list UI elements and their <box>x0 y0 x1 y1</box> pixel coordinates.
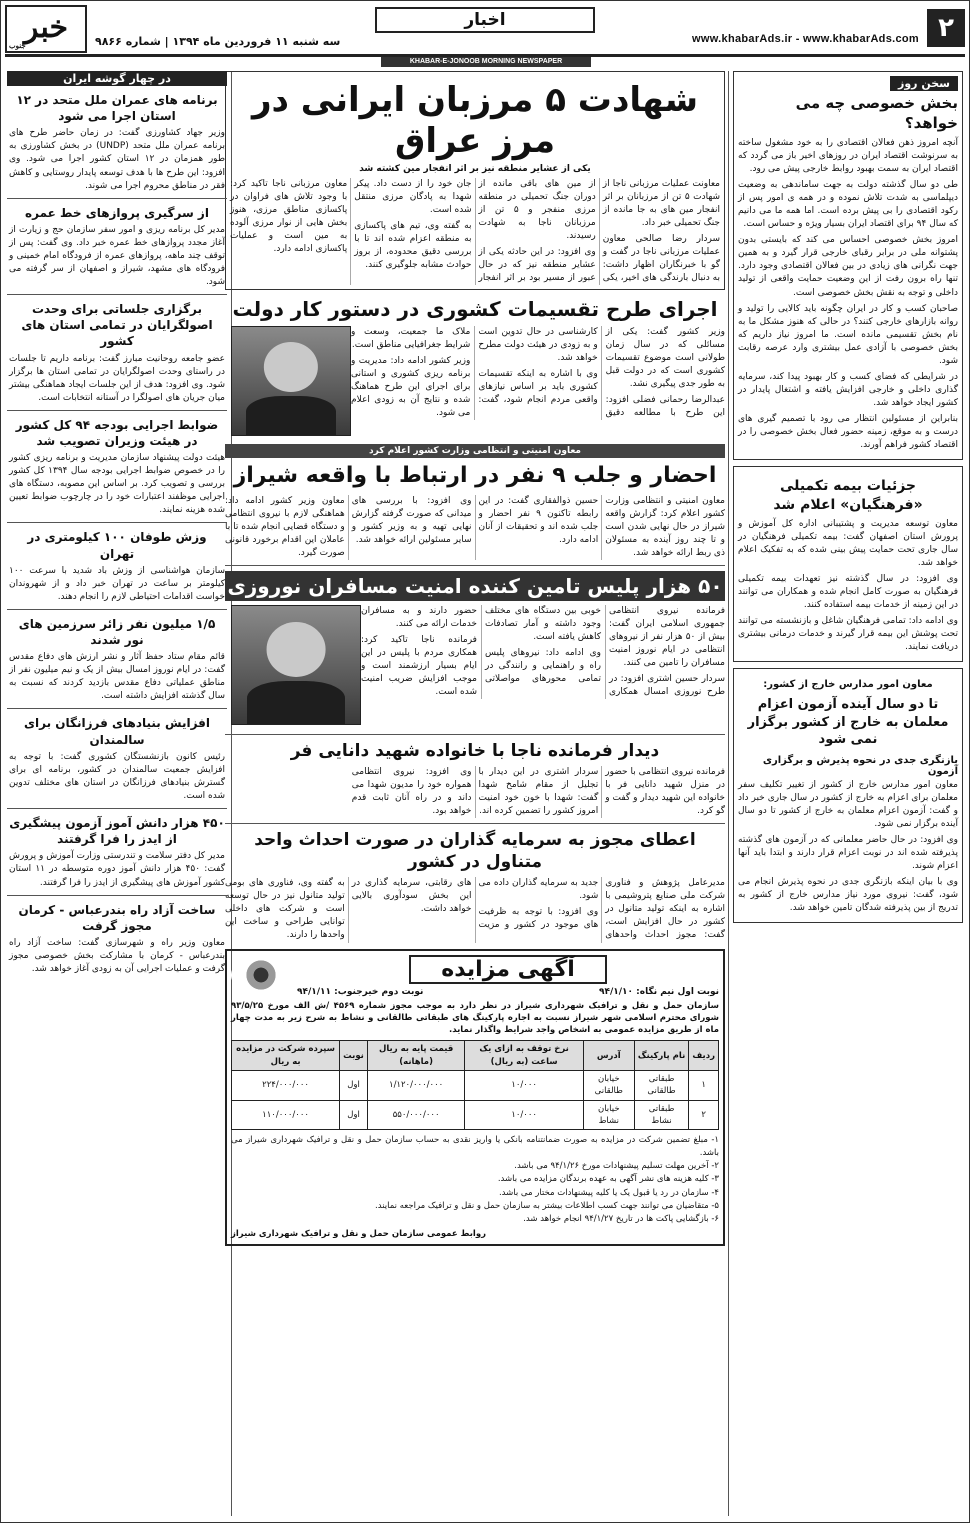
division-paragraph: عبدالرضا رحمانی فضلی افزود: این طرح با مطالعه دقیق کارشناسی در حال تدوین است و به زودی در هیئت دولت مطرح خواهد شد. <box>478 326 725 419</box>
divider <box>7 609 227 610</box>
visit-body <box>225 766 725 818</box>
insurance-paragraph: وی افزود: در سال گذشته نیز تعهدات بیمه تکمیلی فرهنگیان به صورت کامل انجام شده و همکاران می توانند در این زمینه از خدمات بیمه استفاده کنند. <box>738 574 958 611</box>
brief-title: ساخت آزاد راه بندرعباس - کرمان مجوز گرفت <box>18 902 216 933</box>
table-cell: ۱/۱۲۰/۰۰۰/۰۰۰ <box>367 1071 465 1101</box>
table-cell: ۲۲۴/۰۰۰/۰۰۰ <box>232 1071 340 1101</box>
ad-notice-dates <box>297 987 719 997</box>
brief-title: از سرگیری پروازهای خط عمره <box>25 205 209 220</box>
news-brief-label: در چهار گوشه ایران <box>7 71 227 86</box>
table-cell: ۱۰/۰۰۰ <box>465 1071 583 1101</box>
editorial-paragraph: بنابراین از مسئولین انتظار می رود با تصمیم گیری های درست و به موقع، زمینه حضور فعال بخش خصوصی را در اقتصاد کشور فراهم آورند. <box>738 413 958 451</box>
arrest-kicker: معاون امنیتی و انتظامی وزارت کشور اعلام کرد <box>225 444 725 458</box>
tender-table <box>231 1040 719 1130</box>
brief-title: ۴۵۰ هزار دانش آموز آزمون پیشگیری از ایدز را فرا گرفتند <box>9 816 225 847</box>
divider <box>7 294 227 295</box>
visit-paragraph: سردار اشتری در این دیدار با تجلیل از مقام شامخ شهدا گفت: شهدا با خون خود امنیت امروز کشور را تضمین کرده اند. <box>478 766 599 817</box>
table-cell: ۱۱۰/۰۰۰/۰۰۰ <box>232 1100 340 1130</box>
lead-kicker: یکی از عشایر منطقه نیز بر اثر انفجار مین کشته شد <box>359 163 591 174</box>
arrest-paragraph: حسین ذوالفقاری گفت: در این رابطه تاکنون ۹ نفر احضار و جلب شده اند و تحقیقات از آنان ادامه دارد. <box>478 495 599 545</box>
divider <box>7 410 227 411</box>
brief-text: مدیر کل برنامه ریزی و امور سفر سازمان حج و زیارت از آغاز مجدد پروازهای خط عمره خبر داد. وی گفت: پس از توقف چند ماهه، پروازهای عمره از فرودگاه امام خمینی و فرودگاه های مشهد، شیراز و اصفهان از سر گرفته می شود. <box>9 224 225 287</box>
right-column <box>733 71 963 1516</box>
brief-title: افزایش بنیادهای فرزانگان برای سالمندان <box>24 716 210 747</box>
police-paragraph: فرمانده نیروی انتظامی جمهوری اسلامی ایران گفت: بیش از ۵۰ هزار نفر از نیروهای انتظامی در ایام نوروز امنیت مسافران را تامین می کنند. <box>609 605 725 668</box>
table-cell: ۱ <box>689 1071 719 1101</box>
brief-text: رئیس کانون بازنشستگان کشوری گفت: با توجه به افزایش جمعیت سالمندان در کشور، برنامه ای برای گسترش بنیادهای فرزانگان در استان های مختلف تدوین شده است. <box>9 751 225 801</box>
masthead <box>5 5 965 57</box>
editorial-title: بخش خصوصی چه می خواهد؟ <box>795 94 958 132</box>
minister-photo <box>231 326 351 436</box>
division-headline: اجرای طرح تقسیمات کشوری در دستور کار دولت <box>232 296 718 321</box>
photo-face <box>264 342 318 392</box>
brief-item <box>7 529 227 604</box>
editorial-paragraph: آنچه امروز ذهن فعالان اقتصادی را به خود مشغول ساخته به سرنوشت اقتصاد ایران در روزهای اخیر باز می گردد که اقتصاد ایران به سمت بهبود روابط خارجی پیش می رود. <box>738 138 958 175</box>
column-divider <box>728 71 729 1516</box>
ad-condition: ۵- متقاضیان می توانند جهت کسب اطلاعات بیشتر به سازمان حمل و نقل و ترافیک مراجعه نمایند. <box>375 1200 719 1211</box>
visit-article <box>225 740 725 818</box>
insurance-paragraph: وی ادامه داد: تمامی فرهنگیان شاغل و بازنشسته می توانند تحت پوشش این بیمه قرار گیرند و خدمات درمانی بیشتری دریافت نمایند. <box>738 616 958 653</box>
division-body <box>351 326 725 420</box>
column-header: نرخ توقف به ازای یک ساعت (به ریال) <box>465 1041 583 1071</box>
divider <box>225 823 725 824</box>
brief-title: برگزاری جلساتی برای وحدت اصولگرایان در تمامی استان های کشور <box>21 302 213 349</box>
police-paragraph: وی ادامه داد: نیروهای پلیس راه و راهنمایی و رانندگی در تمامی محورهای مواصلاتی حضور دارند و به مسافران خدمات ارائه می کنند. <box>361 605 601 685</box>
section-title: اخبار <box>375 7 595 33</box>
visit-paragraph: فرمانده نیروی انتظامی با حضور در منزل شهید دانایی فر با خانواده این شهید دیدار و گفت و گو کرد. <box>605 766 725 817</box>
brief-text: عضو جامعه روحانیت مبارز گفت: برنامه داریم تا جلسات در راستای وحدت اصولگرایان در تمامی استان ها برگزار شود. وی افزود: هدف از این جلسات ایجاد هماهنگی بیشتر میان جریان های اصولگرا در آستانه انتخابات است. <box>9 353 225 403</box>
table-cell: طبقاتی طالقانی <box>634 1071 689 1101</box>
photo-face <box>267 622 326 676</box>
brief-title: ضوابط اجرایی بودجه ۹۴ کل کشور در هیئت وزیران تصویب شد <box>15 417 219 448</box>
ad-condition: ۳- کلیه هزینه های نشر آگهی به عهده برندگان مزایده می باشد. <box>497 1174 719 1185</box>
ad-header <box>231 955 719 984</box>
division-article <box>225 296 725 458</box>
divider <box>225 734 725 735</box>
tender-advertisement <box>225 949 725 1246</box>
editorial-paragraph: در شرایطی که فضای کسب و کار بهبود پیدا کند، سرمایه گذاری داخلی و خارجی افزایش یافته و اشتغال پایدار در کشور ایجاد خواهد شد. <box>738 371 958 408</box>
investment-body <box>225 877 725 942</box>
divider <box>7 198 227 199</box>
lead-paragraph: سردار رضا صالحی معاون عملیات مرزبانی ناجا در گفت و گو با خبرنگاران اظهار داشت: به دنبال بارندگی های اخیر، یکی از مین های باقی مانده از دوران جنگ تحمیلی در منطقه مرزی منفجر و ۵ تن از مرزبانان ناجا به شهادت رسیدند. <box>478 178 720 283</box>
brief-item <box>7 815 227 890</box>
column-header: سپرده شرکت در مزایده به ریال <box>232 1041 340 1071</box>
left-column <box>7 71 227 1516</box>
ad-signature: روابط عمومی سازمان حمل و نقل و ترافیک شهرداری شیراز <box>231 1228 487 1239</box>
table-row <box>232 1100 719 1130</box>
main-column <box>225 71 725 1516</box>
investment-headline: اعطای مجوز به سرمایه گذاران در صورت احداث واحد متناول در کشور <box>254 830 696 873</box>
editorial-box <box>733 71 963 460</box>
insurance-paragraph: معاون توسعه مدیریت و پشتیبانی اداره کل آموزش و پرورش استان اصفهان گفت: بیمه تکمیلی فرهنگیان در سال جاری تحت حمایت پیش بینی شده که به تفکیک اعلام خواهد شد. <box>738 518 958 568</box>
logo-text: خبر <box>23 10 69 45</box>
brief-item <box>7 616 227 704</box>
investment-paragraph: وی افزود: با توجه به ظرفیت های موجود در کشور و مزیت های رقابتی، سرمایه گذاری در این بخش سودآوری بالایی خواهد داشت. <box>351 878 599 931</box>
column-header: ردیف <box>689 1041 719 1071</box>
police-chief-photo <box>231 605 361 725</box>
divider <box>7 522 227 523</box>
ad-condition: ۱- مبلغ تضمین شرکت در مزایده به صورت ضمانتنامه بانکی یا واریز نقدی به حساب سازمان حمل و نقل و ترافیک شهرداری شیراز می باشد. <box>231 1135 719 1158</box>
police-body <box>361 605 725 699</box>
brief-text: معاون وزیر راه و شهرسازی گفت: ساخت آزاد راه بندرعباس - کرمان با مشارکت بخش خصوصی مجوز گرفت و عملیات اجرایی آن به زودی آغاز خواهد شد. <box>9 937 225 975</box>
brief-item <box>7 301 227 405</box>
photo-body <box>247 681 344 723</box>
lead-paragraph: به گفته وی، تیم های پاکسازی به منطقه اعزام شده اند تا با بررسی دقیق محدوده، از بروز حوادث مشابه جلوگیری کنند. <box>354 220 472 270</box>
lead-body <box>230 178 720 285</box>
table-cell: خیابان نشاط <box>583 1100 634 1130</box>
exam-paragraph: وی با بیان اینکه بازنگری جدی در نحوه پذیرش انجام می شود، گفت: نیروی مورد نیاز مدارس خارج از کشور به تدریج از بین پذیرفته شدگان تامین خواهد شد. <box>738 877 958 914</box>
brief-item <box>7 715 227 803</box>
editorial-label: سخن روز <box>890 76 958 91</box>
exam-subtitle: بازنگری جدی در نحوه پذیرش و برگزاری آزمون <box>762 754 958 777</box>
dateline: سه شنبه ۱۱ فروردین ماه ۱۳۹۴ | شماره ۹۸۶۶ <box>95 35 341 48</box>
ad-first-notice: نوبت اول نیم نگاه: ۹۴/۱/۱۰ <box>598 986 719 997</box>
brief-text: قائم مقام ستاد حفظ آثار و نشر ارزش های دفاع مقدس گفت: در ایام نوروز امسال بیش از یک و نیم میلیون نفر از مناطق عملیاتی دفاع مقدس بازدید کردند که نسبت به سال گذشته افزایش داشته است. <box>9 652 225 702</box>
arrest-paragraph: معاون امنیتی و انتظامی وزارت کشور اعلام کرد: گزارش واقعه شیراز در حال نهایی شدن است و تا چند روز آینده به مسئولان ذی ربط ارائه خواهد شد. <box>605 495 725 558</box>
arrest-body <box>225 495 725 560</box>
police-article <box>225 571 725 729</box>
brief-title: برنامه های عمران ملل متحد در ۱۲ استان اجرا می شود <box>16 93 218 124</box>
insurance-article <box>733 466 963 662</box>
visit-paragraph: وی افزود: نیروی انتظامی همواره خود را مدیون شهدا می داند و در راه آنان ثابت قدم خواهد بود. <box>351 766 472 817</box>
editorial-paragraph: طی دو سال گذشته دولت به جهت ساماندهی به وضعیت دیپلماسی به شدت تلاش نموده و در همه ی امور پس از رکود اقتصادی را بی پیش برده است. اما همه ما می دانیم که سال ۹۴ برای اقتصاد ایران بسیار ویژه و حساس است. <box>738 180 958 230</box>
exam-article <box>733 668 963 923</box>
lead-paragraph: وی افزود: در این حادثه یکی از عشایر منطقه نیز که در حال عبور از مسیر بود بر اثر انفجار جان خود را از دست داد. پیکر شهدا به پادگان مرزی منتقل شده است. <box>354 178 596 283</box>
lead-article <box>225 71 725 290</box>
arrest-paragraph: وی افزود: با بررسی های میدانی که صورت گرفته گزارش نهایی تهیه و به وزیر کشور و سایر مسئولین ارائه خواهد شد. <box>351 495 472 545</box>
insurance-title: جزئیات بیمه تکمیلی «فرهنگیان» اعلام شد <box>773 478 923 513</box>
arrest-headline: احضار و جلب ۹ نفر در ارتباط با واقعه شیراز <box>233 462 717 488</box>
brief-title: وزش طوفان ۱۰۰ کیلومتری در تهران <box>27 530 207 561</box>
investment-paragraph: به گفته وی، فناوری های بومی تولید متانول نیز در حال توسعه است و شرکت های داخلی توانایی طراحی و ساخت این واحدها را دارند. <box>225 878 345 941</box>
table-cell: طبقاتی نشاط <box>634 1100 689 1130</box>
ad-second-notice: نوبت دوم خیرجنوب: ۹۴/۱/۱۱ <box>297 986 424 997</box>
arrest-article <box>225 462 725 560</box>
column-header: نوبت <box>340 1041 368 1071</box>
ad-intro: سازمان حمل و نقل و ترافیک شهرداری شیراز در نظر دارد به موجب مجوز شماره ۴۵۶۹ /ش الف مورخ ۹۳/۵/۲۵ شورای محترم اسلامی شهر شیراز نسبت به اجاره پارکینگ های طبقاتی طالقانی و نشاط به شرح زیر به مدت چهار ماه از طریق مزایده عمومی به اشخاص واجد شرایط واگذار نماید. <box>231 1000 719 1036</box>
table-cell: اول <box>340 1071 368 1101</box>
divider <box>225 565 725 566</box>
brief-item <box>7 417 227 518</box>
exam-title: تا دو سال آینده آزمون اعزام معلمان به خارج از کشور برگزار نمی شود <box>747 697 949 748</box>
lead-paragraph: معاونت عملیات مرزبانی ناجا از شهادت ۵ تن از مرزبانان بر اثر انفجار مین های به جا مانده از جنگ تحمیلی خبر داد. <box>602 178 721 228</box>
ad-conditions <box>231 1134 719 1225</box>
divider <box>7 708 227 709</box>
divider <box>7 808 227 809</box>
ad-condition: ۲- آخرین مهلت تسلیم پیشنهادات مورخ ۹۴/۱/۲۶ می باشد. <box>514 1160 719 1171</box>
brief-text: وزیر جهاد کشاورزی گفت: در زمان حاضر طرح های برنامه عمران ملل متحد (UNDP) در بخش کشاورزی به طور همزمان در ۱۲ استان کشور اجرا می شود. وی افزود: این طرح ها با هدف توسعه پایدار روستایی و کاهش فقر در مناطق محروم اجرا می شوند. <box>9 128 225 191</box>
photo-body <box>246 396 336 435</box>
division-paragraph: وی با اشاره به اینکه تقسیمات کشوری باید بر اساس نیازهای واقعی مردم انجام شود، گفت: ملاک ما جمعیت، وسعت و شرایط جغرافیایی مناطق است. <box>351 326 598 406</box>
ad-condition: ۶- بازگشایی پاکت ها در تاریخ ۹۴/۱/۲۷ انجام خواهد شد. <box>523 1214 719 1225</box>
website-url[interactable]: www.khabarAds.ir - www.khabarAds.com <box>692 33 919 45</box>
exam-paragraph: وی افزود: در حال حاضر معلمانی که در آزمون های گذشته پذیرفته شده اند در نوبت اعزام قرار دارند و ابتدا باید آنها اعزام شوند. <box>738 835 958 872</box>
table-header-row <box>232 1041 719 1071</box>
page-number: ۲ <box>927 9 965 47</box>
lead-headline: شهادت ۵ مرزبان ایرانی در مرز عراق <box>251 80 699 161</box>
arrest-paragraph: معاون وزیر کشور ادامه داد: هماهنگی لازم با نیروی انتظامی و دستگاه قضایی انجام شده تا با عاملان این اقدام برخورد قانونی صورت گیرد. <box>225 495 345 558</box>
ad-logo-icon <box>231 955 291 995</box>
table-cell: ۱۰/۰۰۰ <box>465 1100 583 1130</box>
column-header: نام پارکینگ <box>634 1041 689 1071</box>
newspaper-logo <box>5 5 87 53</box>
column-header: آدرس <box>583 1041 634 1071</box>
visit-headline: دیدار فرمانده ناجا با خانواده شهید دانایی فر <box>290 740 660 761</box>
editorial-paragraph: صاحبان کسب و کار در ایران چگونه باید کالایی را تولید و روانه بازارهای خارجی کنند؟ در حالی که هنوز مشکل ما به نام بخش تقسیمی مانده است. ما امروز نیاز داریم که بخش خصوصی با آزادی عمل بیشتری وارد عرصه رقابت شود. <box>738 303 958 366</box>
brief-text: مدیر کل دفتر سلامت و تندرستی وزارت آموزش و پرورش گفت: ۴۵۰ هزار دانش آموز دوره متوسطه در ۱۱ استان کشور آموزش های پیشگیری از ایدز را فرا گرفتند. <box>9 851 225 888</box>
table-cell: ۵۵۰/۰۰۰/۰۰۰ <box>367 1100 465 1130</box>
table-cell: اول <box>340 1100 368 1130</box>
column-header: قیمت پایه به ریال (ماهانه) <box>367 1041 465 1071</box>
editorial-paragraph: امروز بخش خصوصی احساس می کند که بایستی بدون پشتوانه ملی در برابر رقبای خارجی قرار گیرد و به همین جهت نگرانی های زیادی در بین فعالان اقتصادی وجود دارد. تنها راه برون رفت از این وضعیت حمایت واقعی از تولید داخلی و توجه به نقش بخش خصوصی است. <box>738 235 958 298</box>
english-strap: KHABAR-E-JONOOB MORNING NEWSPAPER <box>381 57 591 67</box>
division-paragraph: وزیر کشور گفت: یکی از مسائلی که در سال زمان طولانی است موضوع تقسیمات کشوری است که در دولت قبل به طور جدی پیگیری نشد. <box>605 326 725 390</box>
brief-item <box>7 92 227 193</box>
table-cell: خیابان طالقانی <box>583 1071 634 1101</box>
police-headline: ۵۰ هزار پلیس تامین کننده امنیت مسافران نوروزی <box>225 571 725 601</box>
lead-paragraph: معاون مرزبانی ناجا تاکید کرد: با وجود تلاش های فراوان در پاکسازی مناطق مرزی، هنوز بخش هایی از نوار مرزی آلوده به مین است و عملیات پاکسازی ادامه دارد. <box>230 178 348 254</box>
exam-kicker: معاون امور مدارس خارج از کشور: <box>763 679 933 691</box>
investment-paragraph: مدیرعامل پژوهش و فناوری شرکت ملی صنایع پتروشیمی با اشاره به اینکه تولید متانول در کشور در حال افزایش است، گفت: مجوز احداث واحدهای جدید به سرمایه گذاران داده می شود. <box>478 878 725 941</box>
brief-item <box>7 205 227 289</box>
divider <box>7 895 227 896</box>
investment-article <box>225 829 725 942</box>
brief-title: ۱/۵ میلیون نفر زائر سرزمین های نور شدند <box>18 616 216 648</box>
table-cell: ۲ <box>689 1100 719 1130</box>
logo-subtext: جنوب <box>9 41 26 50</box>
exam-paragraph: معاون امور مدارس خارج از کشور از تغییر تکلیف سفر معلمان برای اعزام به خارج از کشور در سال جاری خبر داد و گفت: آزمون اعزام معلمان به خارج از کشور تا دو سال آینده برگزار نمی شود. <box>738 779 958 830</box>
brief-text: سازمان هواشناسی از وزش باد شدید با سرعت ۱۰۰ کیلومتر بر ساعت در تهران خبر داد و از شهروندان خواست اقدامات احتیاطی لازم را انجام دهند. <box>9 565 225 602</box>
ad-condition: ۴- سازمان در رد یا قبول یک یا کلیه پیشنهادات مختار می باشد. <box>498 1187 719 1198</box>
police-paragraph: فرمانده ناجا تاکید کرد: همکاری مردم با پلیس در این ایام بسیار ارزشمند است و موجب افزایش ضریب امنیت شده است. <box>361 634 477 698</box>
brief-text: هیئت دولت پیشنهاد سازمان مدیریت و برنامه ریزی کشور را در خصوص ضوابط اجرایی بودجه سال ۱۳۹۴ کل کشور بررسی و تصویب کرد. بر اساس این مصوبه، دستگاه های اجرایی موظفند اعتبارات خود را در چارچوب ضوابط تعیین شده هزینه نمایند. <box>9 453 225 516</box>
ad-title: آگهی مزایده <box>409 955 607 984</box>
police-paragraph: سردار حسین اشتری افزود: در طرح نوروزی امسال همکاری خوبی بین دستگاه های مختلف وجود داشته و آمار تصادفات کاهش یافته است. <box>485 605 725 698</box>
table-row <box>232 1071 719 1101</box>
division-paragraph: وزیر کشور ادامه داد: مدیریت و برنامه ریزی کشوری و استانی برای اجرای این طرح هماهنگ شده و نتایج آن به زودی اعلام می شود. <box>351 356 471 419</box>
brief-item <box>7 902 227 977</box>
